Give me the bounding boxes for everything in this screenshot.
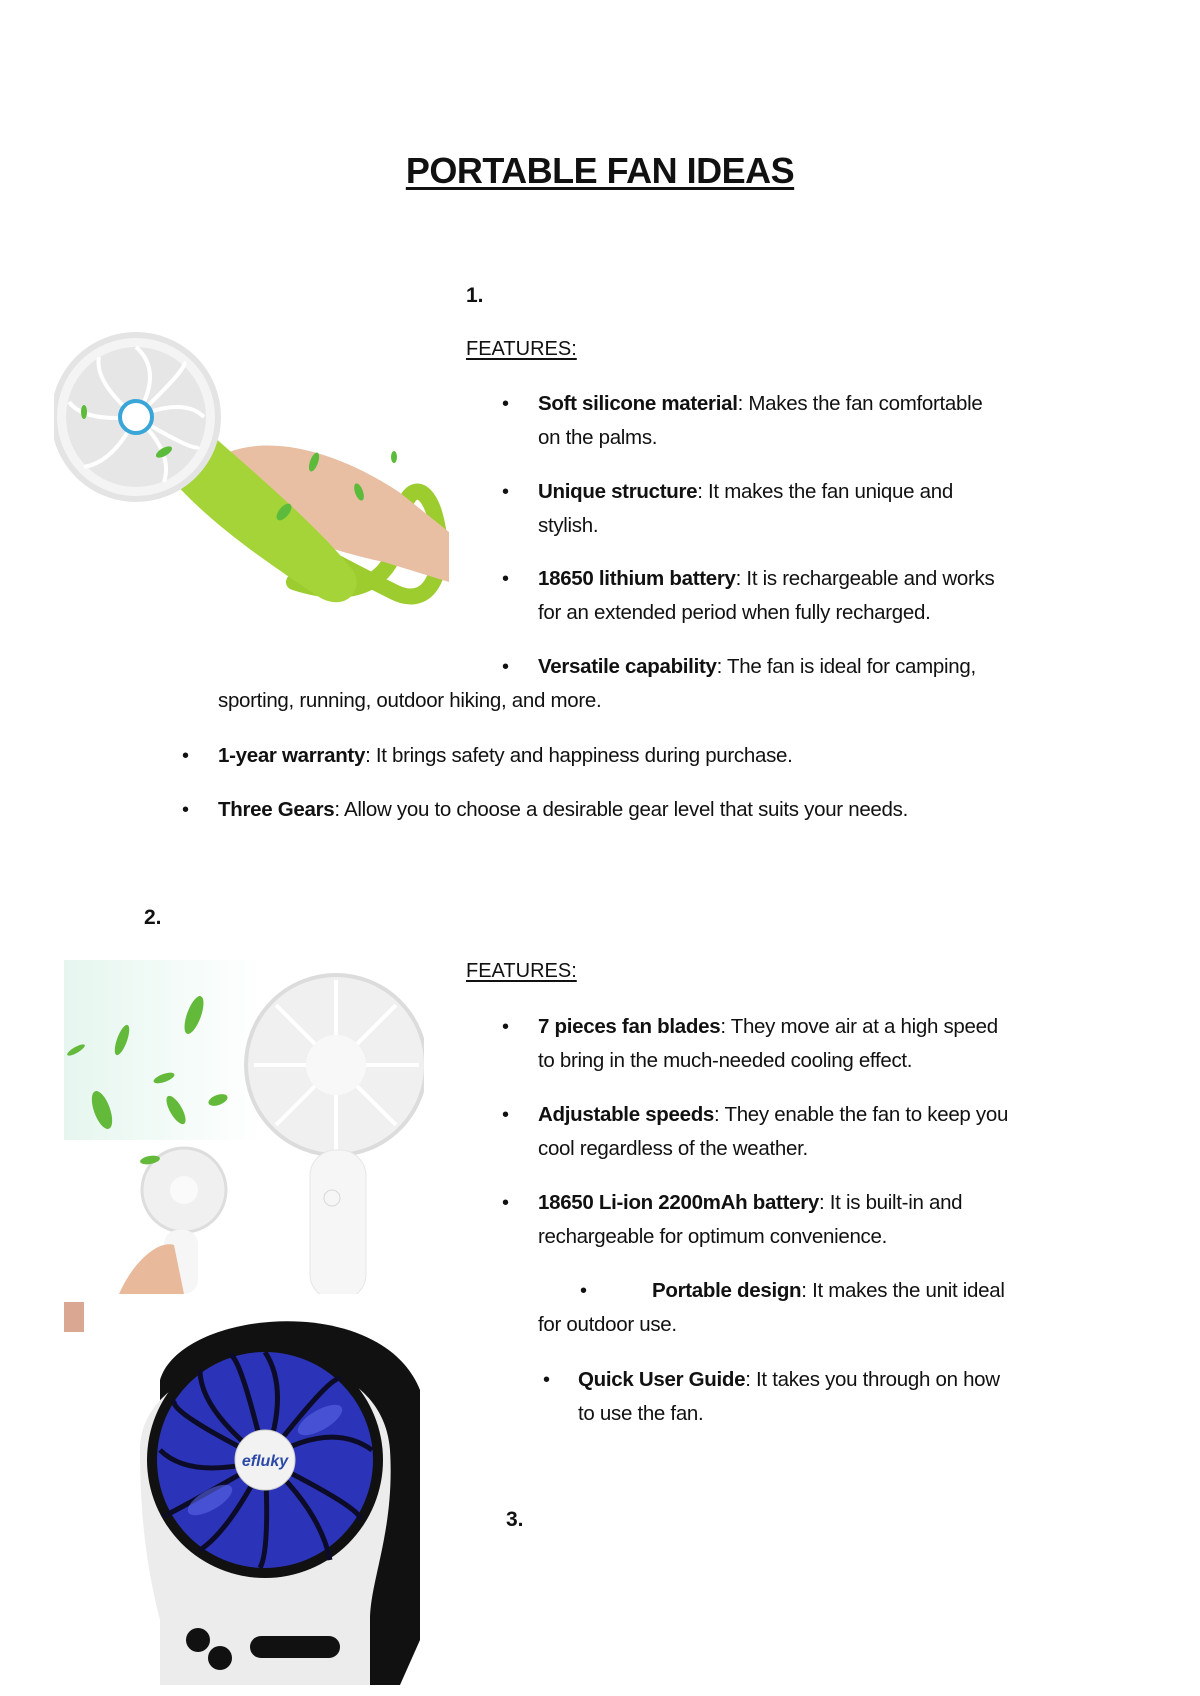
handheld-fan-icon: [54, 332, 449, 637]
feature-item: Portable design: It makes the unit ideal: [652, 1279, 1005, 1302]
white-fan-icon: [64, 960, 424, 1294]
bullet-icon: •: [502, 1192, 510, 1214]
bullet-icon: •: [502, 393, 510, 415]
feature-item: Versatile capability: The fan is ideal for camping,: [538, 655, 976, 678]
bullet-icon: •: [182, 799, 190, 821]
product-2-number: 2.: [144, 906, 162, 929]
bullet-icon: •: [502, 481, 510, 503]
brand-logo: efluky: [241, 1453, 289, 1470]
bullet-icon: •: [502, 1104, 510, 1126]
feature-item: Adjustable speeds: They enable the fan to keep you cool regardless of the weather.: [538, 1103, 1009, 1160]
bullet-icon: •: [502, 568, 510, 590]
product-1-features-label: FEATURES:: [466, 338, 577, 360]
product-1-image: [54, 332, 449, 637]
image-fragment: [64, 1302, 84, 1332]
product-1-number: 1.: [466, 284, 484, 307]
feature-item: 7 pieces fan blades: They move air at a high speed to bring in the much-needed cooling effect.: [538, 1015, 998, 1072]
product-3-image: [120, 1300, 440, 1696]
feature-item: Unique structure: It makes the fan unique and stylish.: [538, 480, 953, 537]
feature-item: 18650 lithium battery: It is rechargeable and works for an extended period when fully recharged.: [538, 567, 995, 624]
bullet-icon: •: [580, 1280, 588, 1302]
product-3-number: 3.: [506, 1508, 524, 1531]
feature-item: 18650 Li-ion 2200mAh battery: It is built-in and rechargeable for optimum convenience.: [538, 1191, 963, 1248]
efluky-desk-fan-icon: [120, 1300, 440, 1696]
feature-item-continuation: sporting, running, outdoor hiking, and more.: [218, 689, 602, 712]
feature-item: Soft silicone material: Makes the fan comfortable on the palms.: [538, 392, 983, 449]
product-2-features-label: FEATURES:: [466, 960, 577, 982]
bullet-icon: •: [182, 745, 190, 767]
feature-item: Three Gears: Allow you to choose a desirable gear level that suits your needs.: [218, 798, 908, 821]
bullet-icon: •: [502, 1016, 510, 1038]
feature-item: 1-year warranty: It brings safety and happiness during purchase.: [218, 744, 793, 767]
bullet-icon: •: [502, 656, 510, 678]
feature-item-continuation: for outdoor use.: [538, 1313, 677, 1336]
bullet-icon: •: [543, 1369, 551, 1391]
page-title: PORTABLE FAN IDEAS: [405, 150, 795, 191]
feature-item: Quick User Guide: It takes you through on how to use the fan.: [578, 1368, 1000, 1425]
product-2-image: [64, 960, 424, 1294]
